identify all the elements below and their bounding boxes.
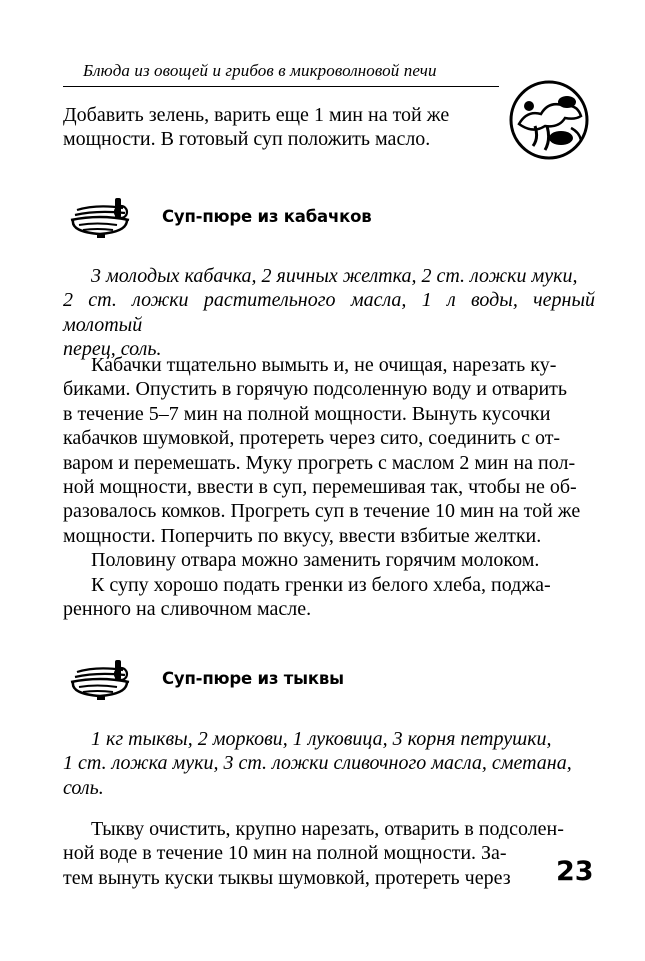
text-line: кабачков шумовкой, протереть через сито, соединить с от-	[63, 427, 561, 450]
text-line: 1 кг тыквы, 2 моркови, 1 луковица, 3 корня петрушки,	[91, 728, 552, 750]
soup-bowl-icon	[67, 654, 133, 702]
recipe-title: Суп-пюре из кабачков	[162, 207, 372, 226]
intro-paragraph	[63, 103, 496, 152]
text-line: 2 ст. ложки растительного масла, 1 л воды, черный молотый	[63, 289, 595, 336]
text-line: ной воде в течение 10 мин на полной мощности. За-	[63, 842, 507, 865]
method-paragraph	[63, 817, 595, 890]
text-line: тем вынуть куски тыквы шумовкой, протереть через	[63, 866, 511, 889]
recipe-header	[67, 654, 447, 702]
text-line: Тыкву очистить, крупно нарезать, отварить в подсолен-	[91, 818, 564, 840]
ingredients-list	[63, 264, 595, 362]
text-line: 1 ст. ложка муки, 3 ст. ложки сливочного масла, сметана,	[63, 752, 572, 775]
running-head-rule	[63, 86, 499, 87]
text-line: Половину отвара можно заменить горячим молоком.	[91, 549, 540, 572]
text-line: в течение 5–7 мин на полной мощности. Вынуть кусочки	[63, 402, 551, 425]
text-line: ной мощности, ввести в суп, перемешивая так, чтобы не об-	[63, 476, 577, 499]
text-line: ренного на сливочном масле.	[63, 598, 312, 621]
text-line: перец, соль.	[63, 338, 162, 361]
text-line: варом и перемешать. Муку прогреть с маслом 2 мин на пол-	[63, 451, 576, 474]
running-head: Блюда из овощей и грибов в микроволновой печи	[83, 61, 437, 80]
text-line: 3 молодых кабачка, 2 яичных желтка, 2 ст. ложки муки,	[91, 265, 578, 287]
text-line: мощности. Поперчить по вкусу, ввести взбитые желтки.	[63, 524, 542, 547]
text-line: биками. Опустить в горячую подсоленную воду и отварить	[63, 378, 568, 401]
mushrooms-vegetables-emblem-icon	[505, 80, 593, 160]
text-line: Кабачки тщательно вымыть и, не очищая, нарезать ку-	[91, 354, 557, 376]
text-line: мощности. В готовый суп положить масло.	[63, 128, 431, 151]
method-paragraph	[63, 353, 595, 621]
soup-bowl-icon	[67, 192, 133, 240]
recipe-title: Суп-пюре из тыквы	[162, 669, 344, 688]
ingredients-list	[63, 727, 595, 800]
text-line: К супу хорошо подать гренки из белого хлеба, поджа-	[91, 573, 551, 596]
recipe-header	[67, 192, 447, 240]
text-line: разовалось комков. Прогреть суп в течение 10 мин на той же	[63, 500, 581, 523]
page-number: 23	[556, 856, 594, 887]
text-line: Добавить зелень, варить еще 1 мин на той же	[63, 104, 450, 126]
text-line: соль.	[63, 776, 104, 799]
